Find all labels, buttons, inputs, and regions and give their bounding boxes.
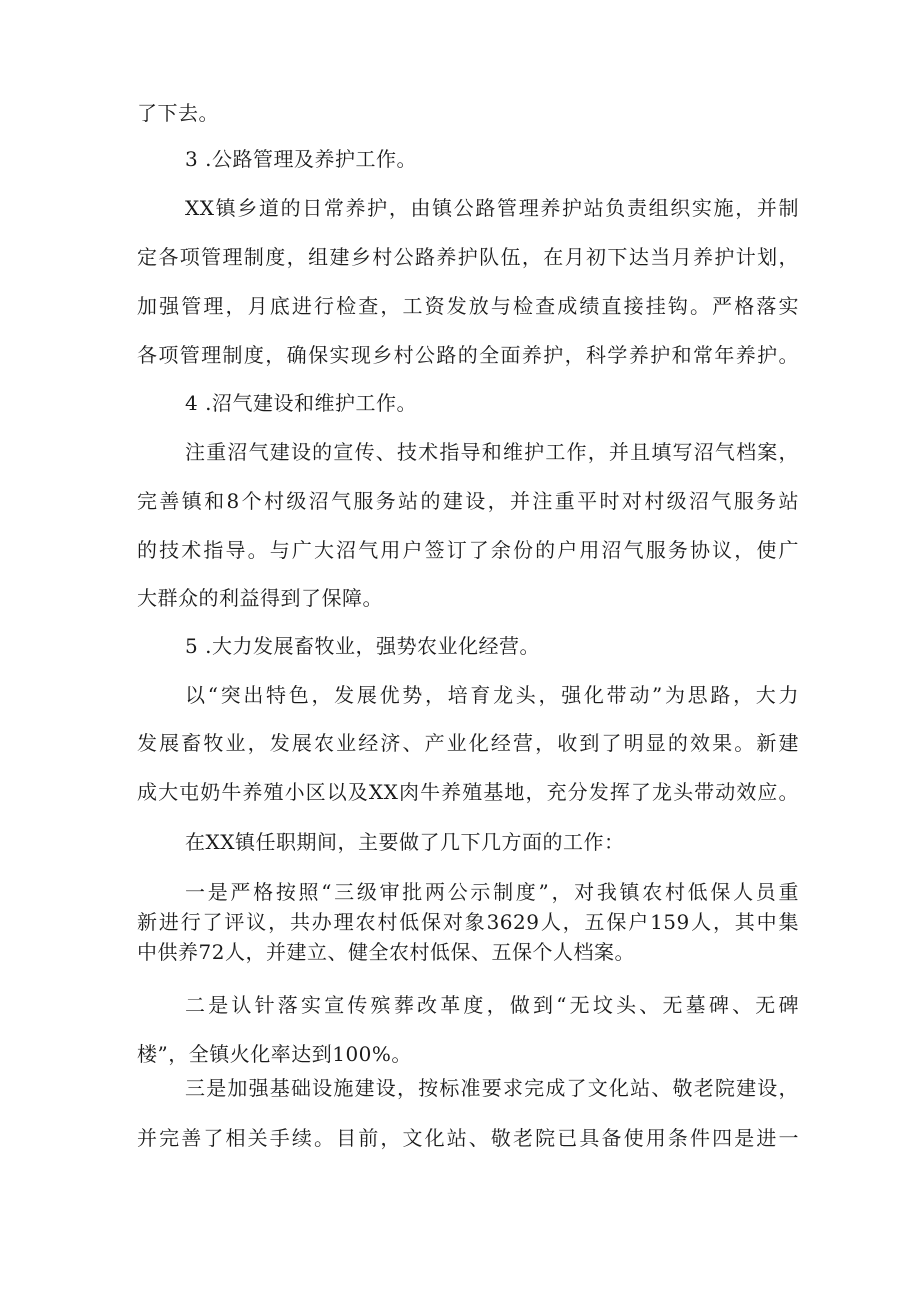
text-line: 发展畜牧业，发展农业经济、产业化经营，收到了明显的效果。新建 [137,731,799,755]
text-line: 二是认针落实宣传殡葬改革度，做到“无坟头、无墓碑、无碑 [185,993,799,1017]
text-line: 加强管理，月底进行检查，工资发放与检查成绩直接挂钩。严格落实 [137,294,799,318]
text-line: 新进行了评议，共办理农村低保对象3629人，五保户159人，其中集 [137,910,799,934]
text-line: 注重沼气建设的宣传、技术指导和维护工作，并且填写沼气档案， [185,440,799,464]
text-line: 中供养72人，并建立、健全农村低保、五保个人档案。 [137,940,635,964]
text-line: 了下去。 [137,101,219,125]
section-heading: 3 .公路管理及养护工作。 [185,147,417,171]
text-line: 在XX镇任职期间，主要做了几下几方面的工作： [185,830,625,854]
section-heading: 5 .大力发展畜牧业，强势农业化经营。 [185,634,540,658]
text-line: 完善镇和8个村级沼气服务站的建设，并注重平时对村级沼气服务站 [137,489,799,513]
text-line: 大群众的利益得到了保障。 [137,586,383,610]
text-line: XX镇乡道的日常养护，由镇公路管理养护站负责组织实施，并制 [185,196,799,220]
text-line: 定各项管理制度，组建乡村公路养护队伍，在月初下达当月养护计划， [137,245,799,269]
text-line: 以“突出特色，发展优势，培育龙头，强化带动”为思路，大力 [185,683,799,707]
text-line: 成大屯奶牛养殖小区以及XX肉牛养殖基地，充分发挥了龙头带动效应。 [137,780,799,804]
text-line: 三是加强基础设施建设，按标准要求完成了文化站、敬老院建设， [185,1076,799,1100]
text-line: 楼”，全镇火化率达到100%。 [137,1042,412,1066]
text-line: 一是严格按照“三级审批两公示制度”，对我镇农村低保人员重 [185,880,799,904]
section-heading: 4 .沼气建设和维护工作。 [185,391,417,415]
text-line: 并完善了相关手续。目前，文化站、敬老院已具备使用条件四是进一 [137,1126,799,1150]
text-line: 的技术指导。与广大沼气用户签订了余份的户用沼气服务协议，使广 [137,538,799,562]
text-line: 各项管理制度，确保实现乡村公路的全面养护，科学养护和常年养护。 [137,343,799,367]
